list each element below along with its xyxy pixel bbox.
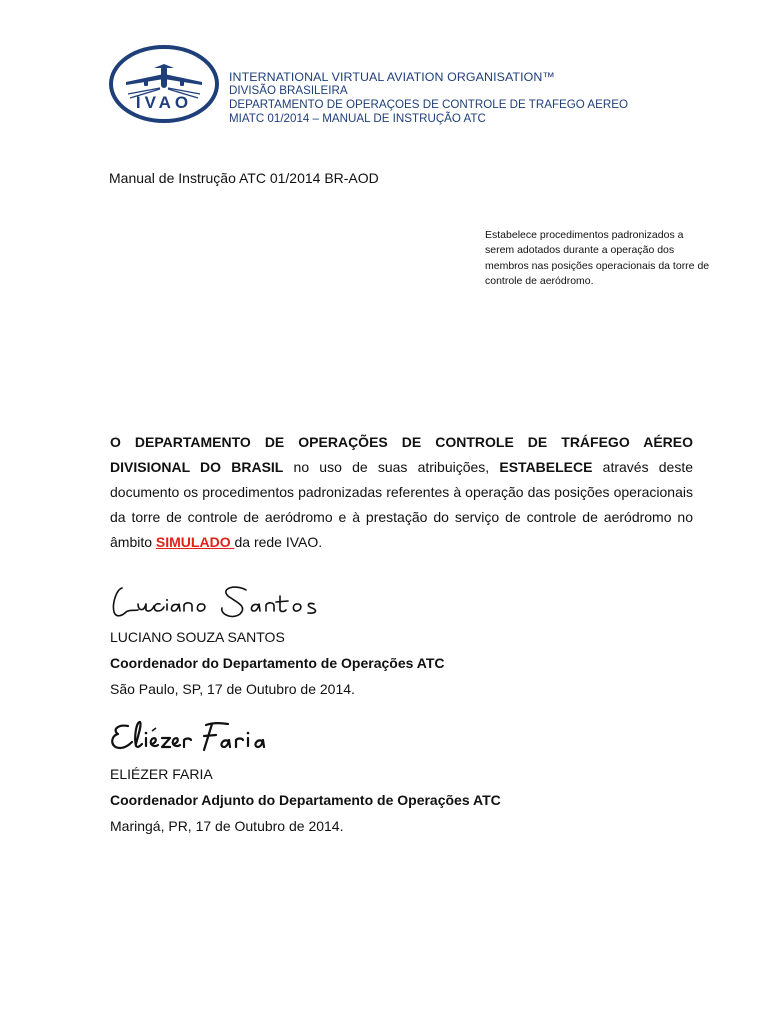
department-bold: O DEPARTAMENTO DE OPERAÇÕES DE CONTROLE DE TRÁFEGO AÉREO DIVISIONAL DO BRASIL <box>110 434 693 475</box>
signatory-2 <box>110 761 501 839</box>
organization-header <box>229 70 749 126</box>
signatory-name: LUCIANO SOUZA SANTOS <box>110 629 285 645</box>
signatory-name: ELIÉZER FARIA <box>110 766 213 782</box>
document-title: Manual de Instrução ATC 01/2014 BR-AOD <box>109 170 379 186</box>
summary-line: serem adotados durante a operação dos <box>485 244 675 257</box>
body-paragraph <box>110 430 693 555</box>
signature-eliezer <box>108 714 278 760</box>
signatory-place-date: São Paulo, SP, 17 de Outubro de 2014. <box>110 681 355 697</box>
body-text-3: da rede IVAO. <box>234 534 323 550</box>
ivao-logo <box>108 44 220 124</box>
signatory-place-date: Maringá, PR, 17 de Outubro de 2014. <box>110 818 344 834</box>
summary-line: Estabelece procedimentos padronizados a <box>485 229 684 241</box>
department-name: DEPARTAMENTO DE OPERAÇOES DE CONTROLE DE TRAFEGO AEREO <box>229 98 628 111</box>
simulado-highlight: SIMULADO <box>155 534 235 550</box>
airplane-icon <box>126 64 202 88</box>
signatory-role: Coordenador Adjunto do Departamento de Operações ATC <box>110 792 501 808</box>
body-text-1: no uso de suas atribuições, <box>283 459 500 475</box>
signature-text: Elièzer Faria <box>108 714 114 715</box>
estabelece-bold: ESTABELECE <box>499 459 593 475</box>
summary-block <box>485 228 747 289</box>
summary-line: membros nas posições operacionais da torre de <box>485 259 710 272</box>
signatory-1 <box>110 624 445 702</box>
signature-text: Luciano Santos <box>108 578 115 579</box>
signatory-role: Coordenador do Departamento de Operações ATC <box>110 655 445 671</box>
division-name: DIVISÃO BRASILEIRA <box>229 84 348 97</box>
manual-reference: MIATC 01/2014 – MANUAL DE INSTRUÇÃO ATC <box>229 112 486 125</box>
signature-luciano <box>108 578 348 622</box>
org-name: INTERNATIONAL VIRTUAL AVIATION ORGANISATION™ <box>229 70 555 84</box>
summary-line: controle de aeródromo. <box>485 274 594 287</box>
body-text-2: através deste documento os procedimentos padronizadas referentes à operação das posições operacionais da torre de controle de aeródromo e à prestação do serviço de controle de aeródromo no âmbito <box>110 459 693 550</box>
logo-text: IVAO <box>135 93 193 112</box>
